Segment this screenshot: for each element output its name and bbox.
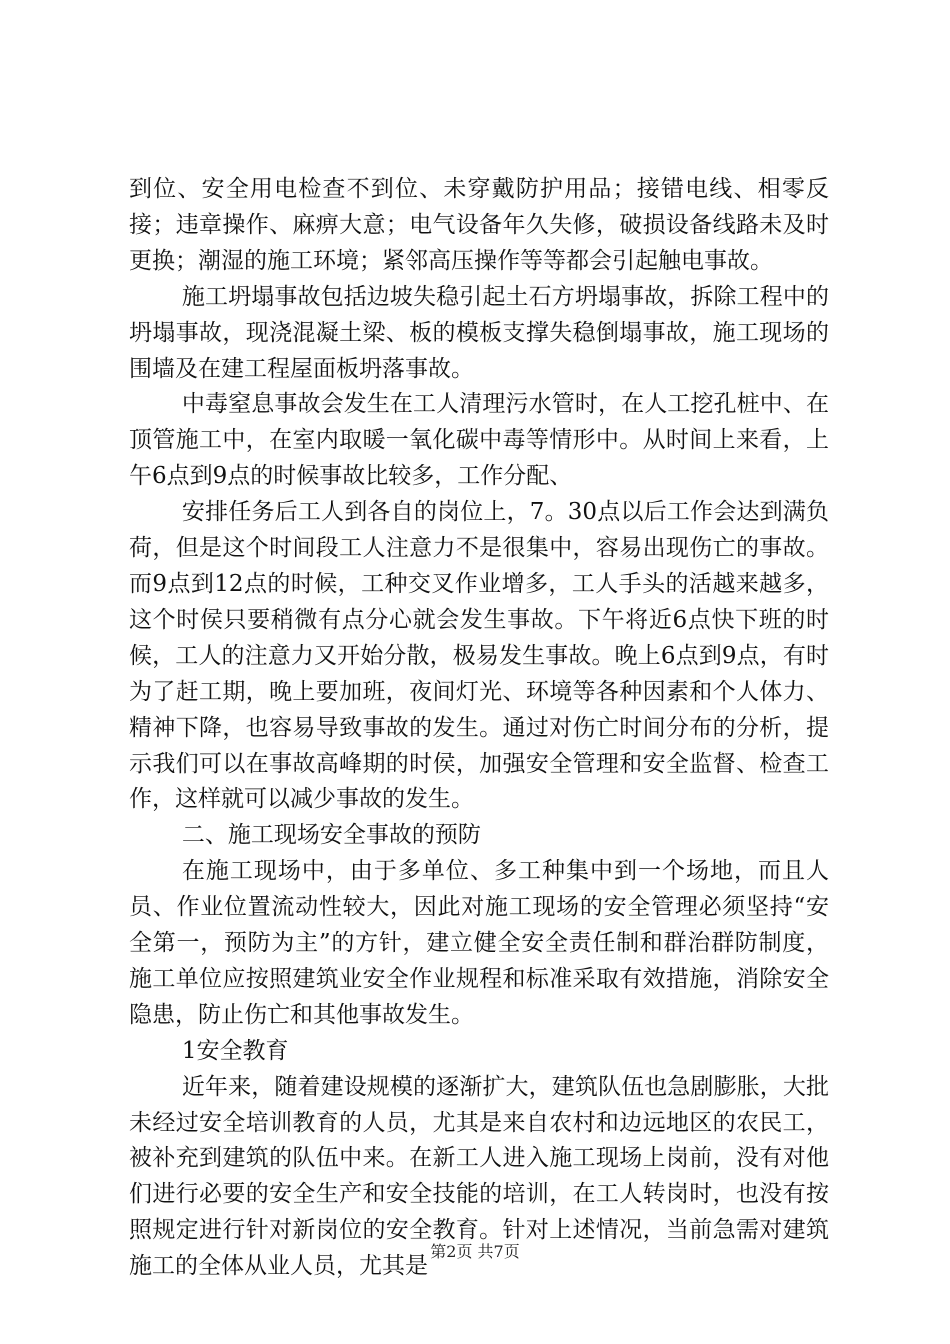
subsection-heading-safety-education: 1安全教育 (181, 1037, 289, 1064)
paragraph-collapse-accidents: 施工坍塌事故包括边坡失稳引起土石方坍塌事故，拆除工程中的坍塌事故，现浇混凝土梁、板的模板支撑失稳倒塌事故，施工现场的围墙及在建工程屋面板坍落事故。 (129, 283, 829, 382)
paragraph-accident-time-analysis: 安排任务后工人到各自的岗位上，7。30点以后工作会达到满负荷，但是这个时间段工人注意力不是很集中，容易出现伤亡的事故。而9点到12点的时候，工种交叉作业增多，工人手头的活越来越多，这个时侯只要稍微有点分心就会发生事故。下午将近6点快下班的时候，工人的注意力又开始分散，极易发生事故。晚上6点到9点，有时为了赶工期，晚上要加班，夜间灯光、环境等各种因素和个人体力、精神下降，也容易导致事故的发生。通过对伤亡时间分布的分析，提示我们可以在事故高峰期的时侯，加强安全管理和安全监督、检查工作，这样就可以减少事故的发生。 (129, 499, 829, 813)
document-body (129, 172, 829, 1285)
section-heading-prevention: 二、施工现场安全事故的预防 (181, 822, 481, 849)
page-number-label: 第2页 共7页 (430, 1242, 520, 1261)
paragraph-poisoning-accidents: 中毒窒息事故会发生在工人清理污水管时，在人工挖孔桩中、在顶管施工中，在室内取暖一氧化碳中毒等情形中。从时间上来看，上午6点到9点的时候事故比较多，工作分配、 (129, 391, 829, 490)
paragraph-safety-education: 近年来，随着建设规模的逐渐扩大，建筑队伍也急剧膨胀，大批未经过安全培训教育的人员，尤其是来自农村和边远地区的农民工，被补充到建筑的队伍中来。在新工人进入施工现场上岗前，没有对他们进行必要的安全生产和安全技能的培训，在工人转岗时，也没有按照规定进行针对新岗位的安全教育。针对上述情况，当前急需对建筑施工的全体从业人员，尤其是 (129, 1073, 829, 1280)
paragraph-prevention-policy: 在施工现场中，由于多单位、多工种集中到一个场地，而且人员、作业位置流动性较大，因此对施工现场的安全管理必须坚持“安全第一，预防为主”的方针，建立健全安全责任制和群治群防制度，施工单位应按照建筑业安全作业规程和标准采取有效措施，消除安全隐患，防止伤亡和其他事故发生。 (129, 858, 829, 1028)
paragraph-electric-shock-causes: 到位、安全用电检查不到位、未穿戴防护用品；接错电线、相零反接；违章操作、麻痹大意；电气设备年久失修，破损设备线路未及时更换；潮湿的施工环境；紧邻高压操作等等都会引起触电事故。 (129, 176, 829, 274)
page-footer (0, 1242, 950, 1262)
